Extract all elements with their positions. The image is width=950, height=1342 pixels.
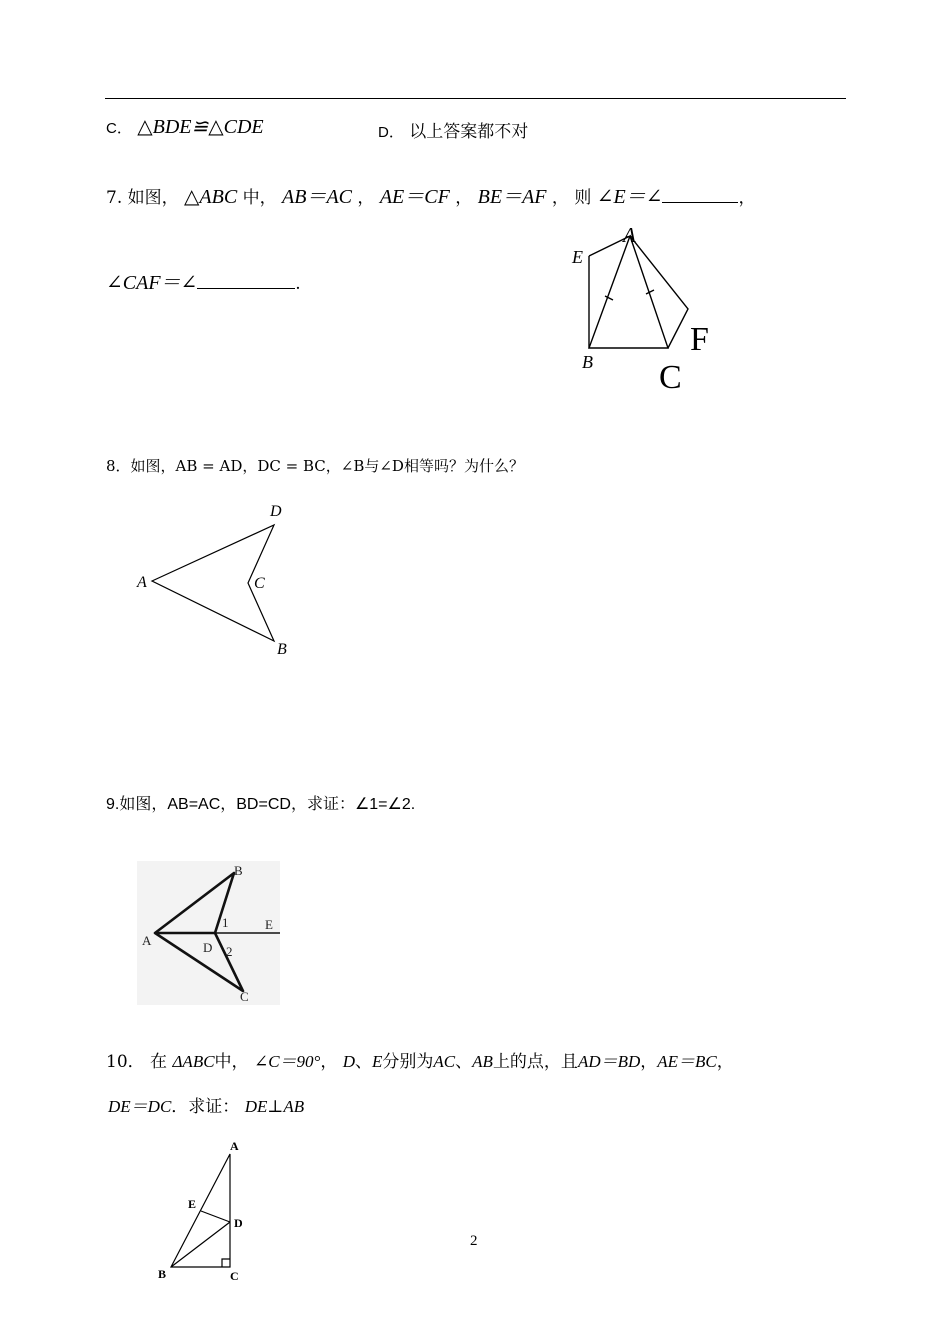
q7-label-b: B	[582, 352, 593, 372]
q10-line2	[108, 1092, 304, 1117]
q9-label-e: E	[265, 917, 273, 932]
q10-condition-2: AE＝BC	[657, 1052, 717, 1071]
q7-label-a: A	[623, 223, 636, 247]
q10-segment-bd	[171, 1222, 230, 1267]
q9-label-a: A	[142, 933, 152, 948]
q10-condition-3: DE＝DC	[108, 1097, 172, 1116]
q10-label-d: D	[234, 1216, 243, 1230]
q10-triangle-abc	[171, 1154, 230, 1267]
q10-text: 在	[150, 1052, 168, 1072]
q7-period: .	[295, 274, 301, 294]
q6-option-d-text: 以上答案都不对	[409, 122, 529, 142]
q9-figure	[137, 861, 280, 1005]
q8-text: 如图，AB = AD，DC = BC，∠B与∠D相等吗？为什么？	[130, 457, 524, 475]
q10-text: ．求证：	[171, 1097, 240, 1117]
q8-line	[106, 455, 524, 476]
q10-label-e: E	[188, 1197, 197, 1211]
q8-label-b: B	[277, 641, 287, 658]
q10-text: ，	[640, 1052, 658, 1072]
q7-number: 7.	[106, 188, 123, 208]
q6-option-c	[106, 114, 264, 139]
q10-label-a: A	[230, 1139, 239, 1153]
q7-line2	[106, 266, 301, 295]
q9-label-c: C	[240, 989, 249, 1004]
q10-label-c: C	[230, 1269, 239, 1283]
q7-figure-lines	[589, 236, 688, 348]
q8-label-a: A	[137, 574, 147, 591]
q7-text: 中，	[242, 188, 277, 208]
q7-angle-caf: ∠CAF＝∠	[106, 272, 198, 294]
q7-label-e: E	[572, 247, 583, 267]
q8-label-c: C	[254, 575, 265, 592]
q10-side-ab: AB	[472, 1052, 493, 1071]
q7-text: ， 则	[551, 188, 592, 208]
q9-text: 9.如图，AB=AC，BD=CD，求证：∠1=∠2.	[106, 796, 416, 813]
q7-separator: ，	[455, 188, 473, 208]
q7-angle-e: ∠E＝∠	[596, 186, 663, 208]
q9-label-b: B	[234, 863, 243, 878]
header-rule	[105, 98, 846, 99]
q10-separator: 、	[355, 1052, 373, 1072]
q9-label-d: D	[203, 940, 213, 955]
q6-option-d	[378, 117, 528, 142]
q10-condition-1: AD＝BD	[577, 1052, 641, 1071]
q10-text: 分别为	[382, 1052, 434, 1072]
q7-label-c: C	[659, 359, 682, 396]
q10-text: ，	[716, 1052, 734, 1072]
q10-point-d: D	[342, 1052, 356, 1071]
q10-triangle: ΔABC	[172, 1052, 215, 1071]
q10-text: 上的点，且	[492, 1052, 578, 1072]
q7-condition-2: AE＝CF	[379, 186, 450, 208]
q10-figure	[150, 1132, 260, 1292]
q9-label-angle-1: 1	[222, 915, 229, 930]
q9-line	[106, 791, 415, 814]
q10-point-e: E	[372, 1052, 383, 1071]
q7-condition-3: BE＝AF	[477, 186, 547, 208]
q9-label-angle-2: 2	[226, 944, 233, 959]
q10-goal: DE⊥AB	[244, 1097, 305, 1116]
q10-segment-ed	[201, 1211, 230, 1222]
q7-answer-blank-2[interactable]	[197, 274, 295, 289]
q10-angle-c: ∠C＝90°	[253, 1052, 321, 1071]
q6-option-c-label: C．	[106, 120, 132, 137]
q10-side-ac: AC	[433, 1052, 456, 1071]
q7-comma: ，	[738, 188, 756, 208]
q8-number: 8．	[106, 457, 131, 475]
q8-figure	[130, 495, 310, 665]
q10-line1	[106, 1047, 734, 1072]
page-number: 2	[470, 1233, 478, 1249]
q10-text: 中，	[214, 1052, 249, 1072]
q10-separator: 、	[455, 1052, 473, 1072]
q10-right-angle-mark	[222, 1259, 230, 1267]
q7-condition-1: AB＝AC	[282, 186, 353, 208]
q7-figure	[560, 220, 730, 400]
q10-text: ，	[320, 1052, 338, 1072]
q7-label-f: F	[690, 321, 709, 358]
q7-answer-blank-1[interactable]	[662, 188, 738, 203]
q7-line1	[106, 180, 755, 209]
q7-triangle: △ABC	[184, 186, 238, 208]
q6-option-c-expr: △BDE≌△CDE	[137, 116, 264, 138]
q10-number: 10．	[106, 1052, 145, 1072]
q8-label-d: D	[270, 503, 282, 520]
q7-separator: ，	[357, 188, 375, 208]
q6-option-d-label: D．	[378, 124, 404, 141]
q10-label-b: B	[158, 1267, 167, 1281]
q7-text: 如图，	[127, 188, 179, 208]
